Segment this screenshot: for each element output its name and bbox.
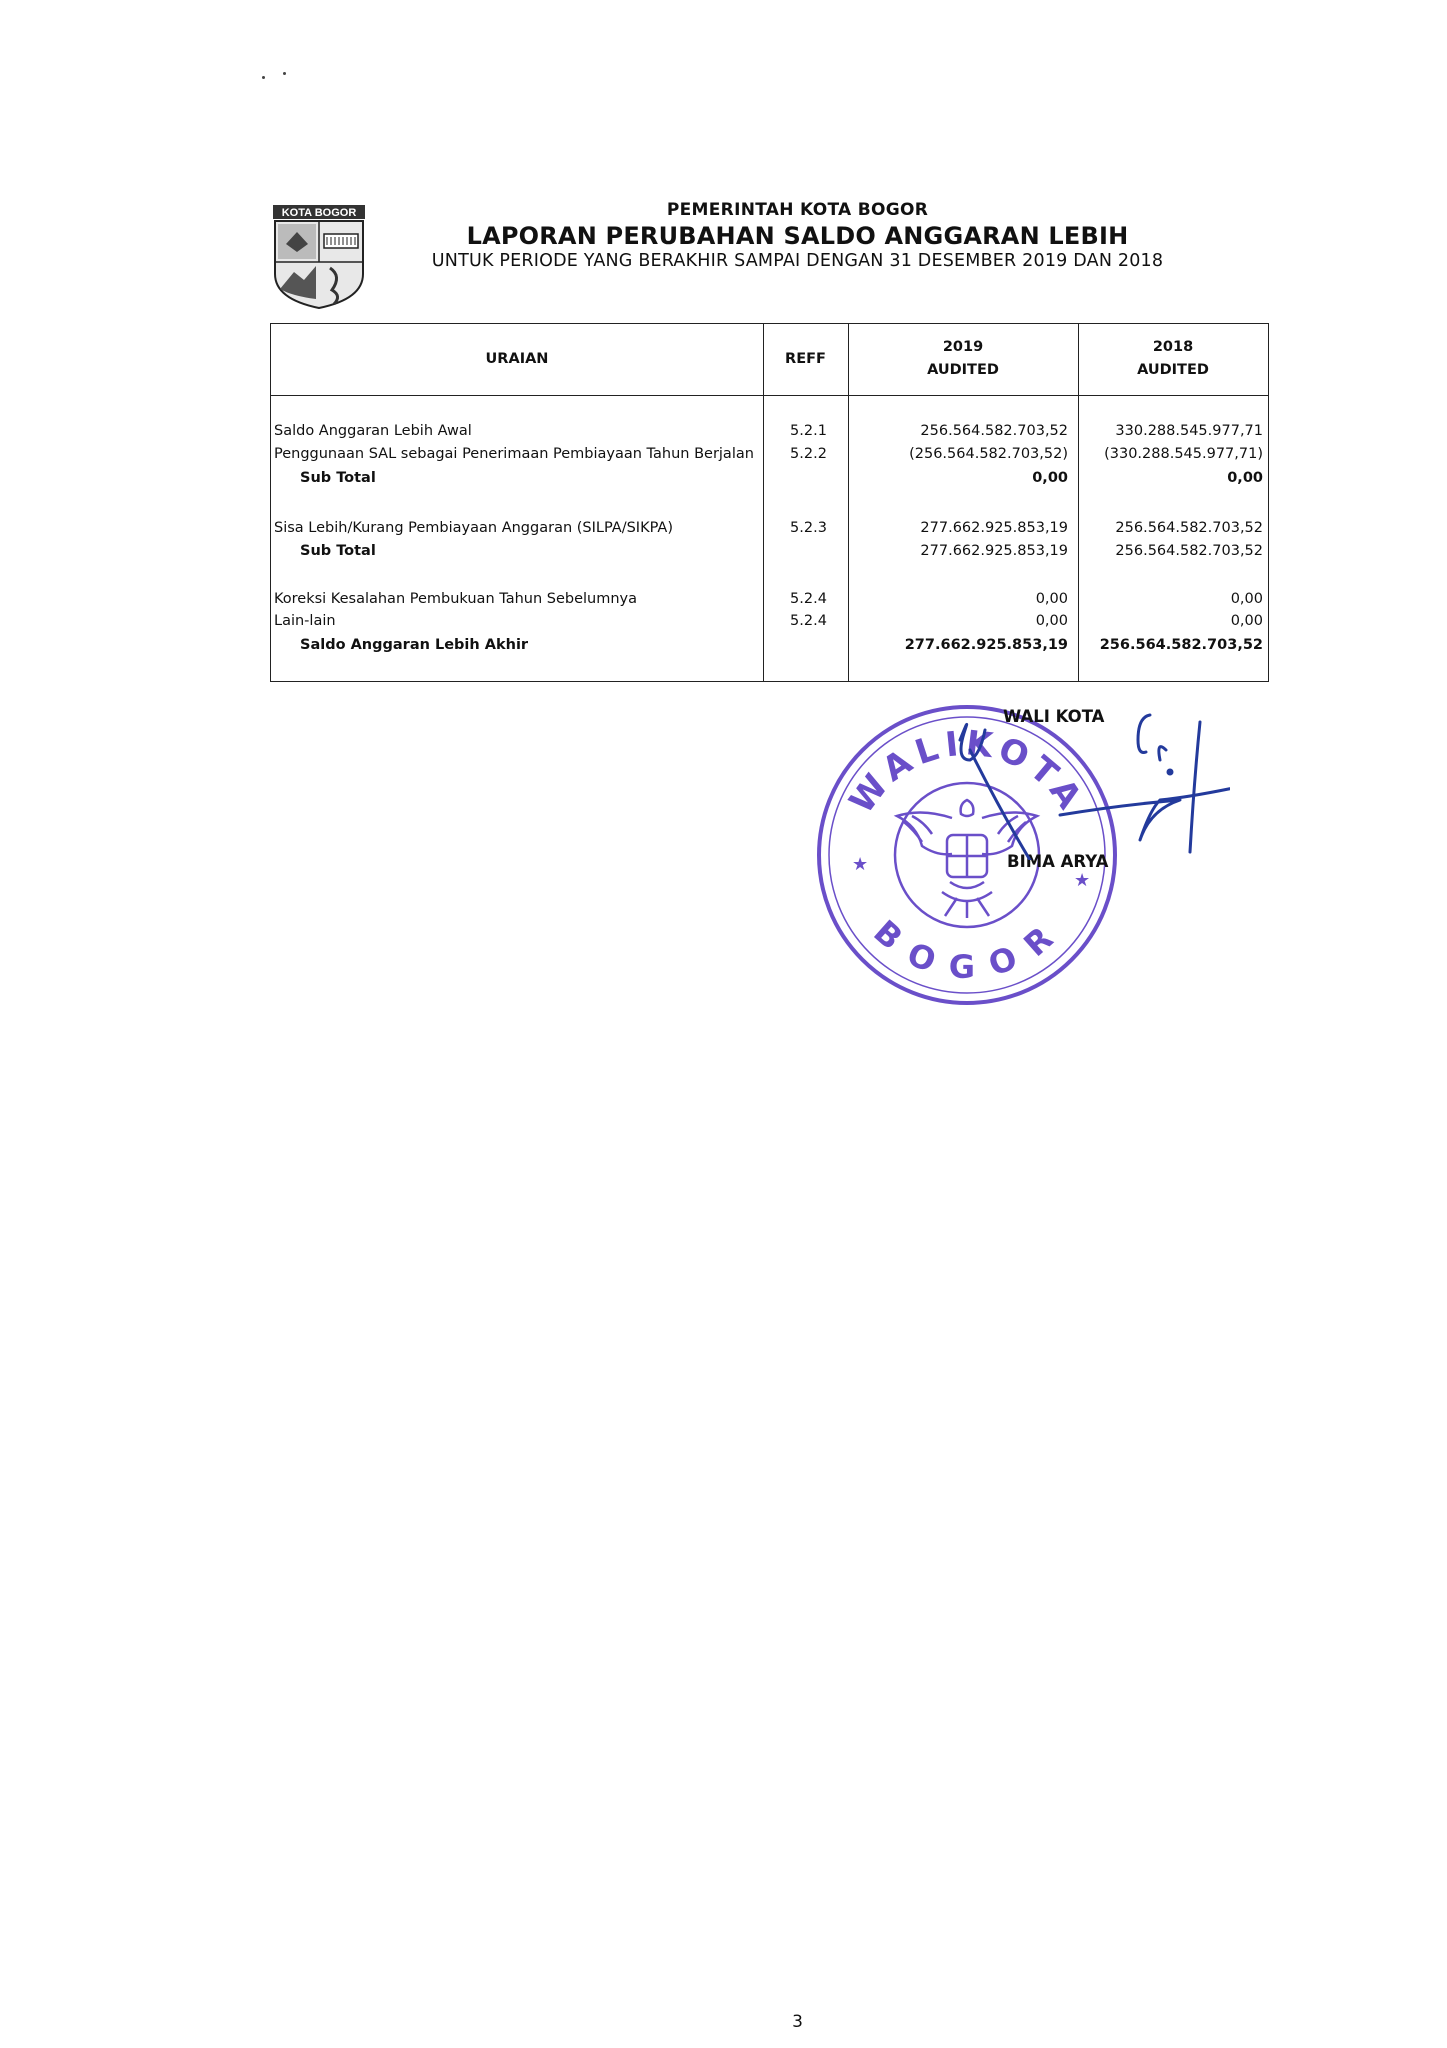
row-value-2018: 0,00: [1227, 470, 1263, 486]
row-description: Sub Total: [300, 470, 376, 486]
subtotal-row: [271, 540, 1268, 562]
row-value-2019: 0,00: [1035, 613, 1068, 629]
page-number: 3: [792, 2012, 803, 2032]
row-value-2019: 0,00: [1032, 470, 1068, 486]
row-description: Sub Total: [300, 543, 376, 559]
row-description: Koreksi Kesalahan Pembukuan Tahun Sebelumnya: [274, 591, 638, 607]
header-2019: 2019: [942, 339, 984, 355]
row-ref: 5.2.1: [790, 423, 827, 439]
header-2018-audited: AUDITED: [1137, 362, 1209, 378]
row-value-2018: (330.288.545.977,71): [1104, 446, 1263, 462]
row-value-2018: 256.564.582.703,52: [1115, 520, 1263, 536]
row-description: Saldo Anggaran Lebih Akhir: [300, 637, 529, 653]
scan-mark: [262, 76, 265, 79]
row-value-2019: 256.564.582.703,52: [920, 423, 1068, 439]
row-value-2018: 256.564.582.703,52: [1099, 637, 1263, 653]
signature-title: WALI KOTA: [1003, 707, 1105, 726]
table-row: [271, 420, 1268, 442]
sal-table: [270, 323, 1269, 682]
row-value-2019: 277.662.925.853,19: [904, 637, 1068, 653]
total-row: [271, 634, 1268, 656]
stamp-text-bottom: BOGOR: [866, 912, 1068, 986]
header-2019-audited: AUDITED: [927, 362, 999, 378]
table-row: [271, 443, 1268, 465]
logo-text: KOTA BOGOR: [281, 207, 357, 219]
row-value-2019: (256.564.582.703,52): [909, 446, 1068, 462]
row-ref: 5.2.4: [790, 591, 827, 607]
header-uraian: URAIAN: [485, 351, 549, 367]
table-row: [271, 588, 1268, 610]
subtotal-row: [271, 467, 1268, 489]
row-ref: 5.2.4: [790, 613, 827, 629]
row-description: Lain-lain: [274, 613, 336, 629]
row-description: Saldo Anggaran Lebih Awal: [274, 423, 472, 439]
header-2018: 2018: [1152, 339, 1194, 355]
row-value-2019: 277.662.925.853,19: [920, 543, 1068, 559]
row-ref: 5.2.2: [790, 446, 827, 462]
table-row: [271, 610, 1268, 632]
row-value-2018: 0,00: [1230, 591, 1263, 607]
scan-mark: [283, 72, 286, 75]
row-description: Penggunaan SAL sebagai Penerimaan Pembiayaan Tahun Berjalan: [274, 446, 754, 462]
row-value-2018: 256.564.582.703,52: [1115, 543, 1263, 559]
star-icon: ★: [852, 854, 869, 875]
row-ref: 5.2.3: [790, 520, 827, 536]
row-description: Sisa Lebih/Kurang Pembiayaan Anggaran (SILPA/SIKPA): [274, 520, 673, 536]
row-value-2019: 0,00: [1035, 591, 1068, 607]
handwritten-signature: [930, 680, 1230, 860]
table-row: [271, 517, 1268, 539]
header-reff: REFF: [785, 351, 826, 367]
report-title: LAPORAN PERUBAHAN SALDO ANGGARAN LEBIH: [466, 222, 1129, 250]
report-subtitle: UNTUK PERIODE YANG BERAKHIR SAMPAI DENGAN 31 DESEMBER 2019 DAN 2018: [431, 251, 1164, 271]
star-icon: ★: [1074, 870, 1091, 891]
row-value-2018: 0,00: [1230, 613, 1263, 629]
header-divider: [271, 395, 1268, 396]
stamp-text-top: WALIKOTA: [841, 723, 1093, 822]
signatory-name: BIMA ARYA: [1007, 852, 1109, 871]
org-title: PEMERINTAH KOTA BOGOR: [666, 200, 929, 220]
row-value-2018: 330.288.545.977,71: [1115, 423, 1263, 439]
row-value-2019: 277.662.925.853,19: [920, 520, 1068, 536]
